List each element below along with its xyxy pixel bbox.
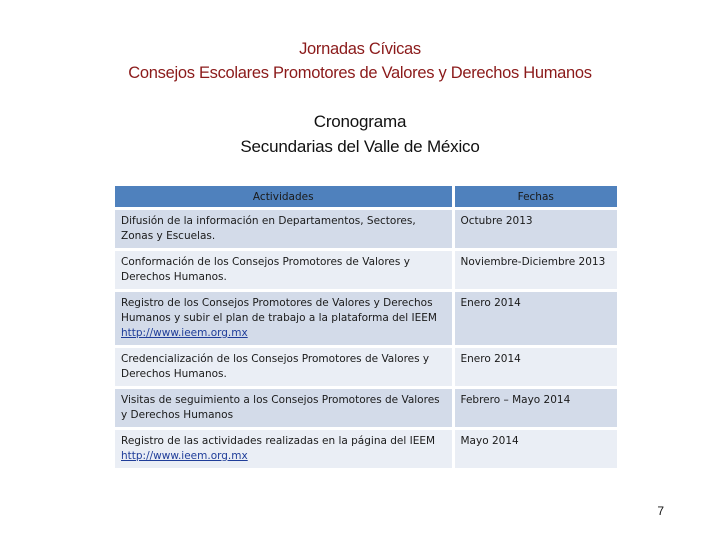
table-row [115,209,617,250]
table-row [115,347,617,388]
activity-text: Visitas de seguimiento a los Consejos Promotores de Valores y Derechos Humanos [121,394,440,421]
date-cell: Noviembre-Diciembre 2013 [453,250,617,291]
date-cell: Octubre 2013 [453,209,617,250]
subtitle-line-2: Secundarias del Valle de México [240,137,480,156]
ieem-link[interactable]: http://www.ieem.org.mx [121,327,248,339]
table-row [115,291,617,347]
activity-text: Registro de los Consejos Promotores de Valores y Derechos Humanos y subir el plan de trabajo a la plataforma del IEEM [121,297,437,324]
activity-cell [115,250,453,291]
date-cell: Enero 2014 [453,291,617,347]
table-header-row [115,186,617,209]
activity-text: Registro de las actividades realizadas en la página del IEEM [121,435,436,447]
date-cell: Enero 2014 [453,347,617,388]
table-row [115,250,617,291]
activity-text: Credencialización de los Consejos Promotores de Valores y Derechos Humanos. [121,353,430,380]
activity-cell [115,347,453,388]
document-subtitle [0,109,720,159]
activity-cell [115,388,453,429]
column-header-dates: Fechas [453,186,617,209]
table-row [115,429,617,470]
table-row [115,388,617,429]
date-cell: Mayo 2014 [453,429,617,470]
title-line-2: Consejos Escolares Promotores de Valores y Derechos Humanos [128,64,592,82]
document-title [0,37,720,85]
activity-text: Conformación de los Consejos Promotores de Valores y Derechos Humanos. [121,256,410,283]
schedule-table [115,186,617,471]
activity-cell [115,429,453,470]
date-cell: Febrero – Mayo 2014 [453,388,617,429]
ieem-link[interactable]: http://www.ieem.org.mx [121,450,248,462]
activity-text: Difusión de la información en Departamentos, Sectores, Zonas y Escuelas. [121,215,416,242]
page-number: 7 [657,504,664,518]
activity-cell [115,291,453,347]
activity-cell [115,209,453,250]
title-line-1: Jornadas Cívicas [299,40,421,58]
column-header-activities: Actividades [115,186,453,209]
subtitle-line-1: Cronograma [313,112,407,131]
